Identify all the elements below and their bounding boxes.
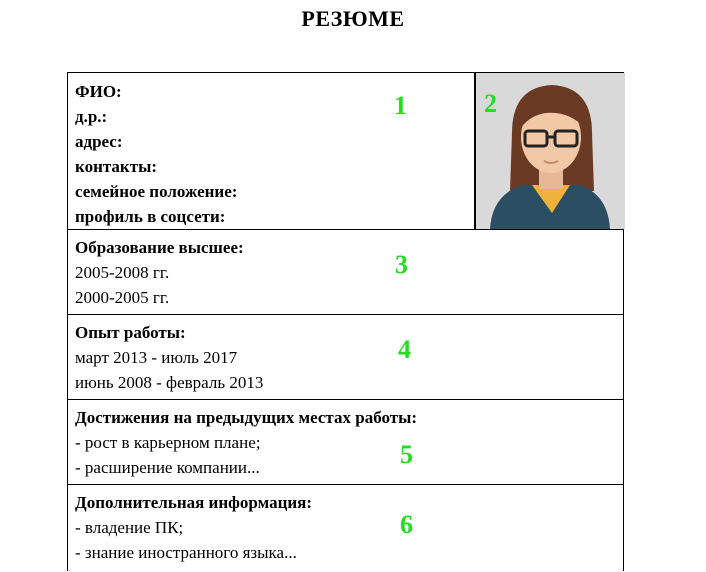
experience-block — [75, 320, 263, 395]
experience-period-1: март 2013 - июль 2017 — [75, 348, 238, 367]
section-number-2: 2 — [484, 89, 497, 118]
section-number-5: 5 — [400, 440, 413, 469]
additional-item-1: - владение ПК; — [75, 518, 184, 537]
section-number-6: 6 — [400, 510, 413, 539]
personal-info-row — [68, 73, 623, 230]
experience-row — [68, 315, 623, 400]
additional-item-2: - знание иностранного языка... — [75, 543, 297, 562]
section-number-3: 3 — [395, 250, 408, 279]
personal-info-fields — [75, 79, 237, 229]
achievements-block — [75, 405, 417, 480]
achievements-heading: Достижения на предыдущих местах работы: — [75, 408, 418, 427]
achievement-item-1: - рост в карьерном плане; — [75, 433, 261, 452]
education-block — [75, 235, 244, 310]
additional-info-row — [68, 485, 623, 572]
education-period-2: 2000-2005 гг. — [75, 288, 170, 307]
experience-period-2: июнь 2008 - февраль 2013 — [75, 373, 264, 392]
education-row — [68, 230, 623, 315]
field-contacts-label: контакты: — [75, 157, 158, 176]
achievements-row — [68, 400, 623, 485]
achievement-item-2: - расширение компании... — [75, 458, 260, 477]
additional-info-block — [75, 490, 312, 565]
page-title: РЕЗЮМЕ — [301, 6, 405, 31]
education-period-1: 2005-2008 гг. — [75, 263, 170, 282]
field-marital-status-label: семейное положение: — [75, 182, 238, 201]
section-number-4: 4 — [398, 335, 411, 364]
field-social-profile-label: профиль в соцсети: — [75, 207, 226, 226]
section-number-1: 1 — [394, 91, 407, 120]
additional-info-heading: Дополнительная информация: — [75, 493, 313, 512]
field-birthdate-label: д.р.: — [75, 107, 108, 126]
experience-heading: Опыт работы: — [75, 323, 186, 342]
resume-table — [67, 72, 624, 571]
field-fio-label: ФИО: — [75, 82, 122, 101]
education-heading: Образование высшее: — [75, 238, 244, 257]
woman-avatar-icon — [476, 73, 625, 229]
field-address-label: адрес: — [75, 132, 123, 151]
